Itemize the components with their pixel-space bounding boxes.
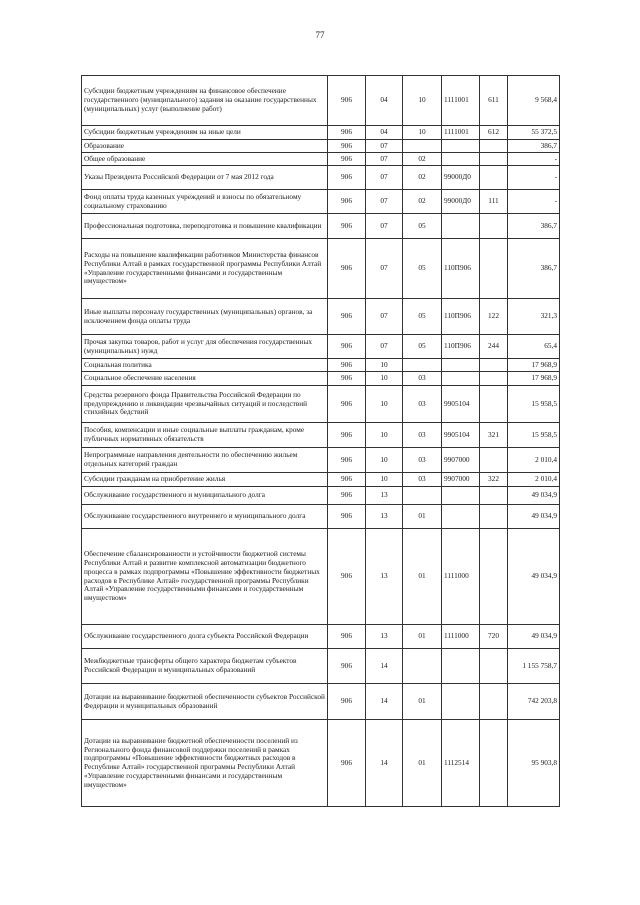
table-row xyxy=(82,140,560,153)
row-name: Обслуживание государственного долга субъекта Российской Федерации xyxy=(82,625,328,649)
row-section-code: 10 xyxy=(366,473,403,487)
row-amount: - xyxy=(508,190,560,214)
row-expense-type: 612 xyxy=(480,126,508,140)
row-section-code: 14 xyxy=(366,720,403,807)
row-section-code: 13 xyxy=(366,505,403,529)
row-ministry-code: 906 xyxy=(328,487,366,505)
row-target-article: 99000Д0 xyxy=(442,190,480,214)
row-name: Фонд оплаты труда казенных учреждений и взносы по обязательному социальному страхованию xyxy=(82,190,328,214)
row-ministry-code: 906 xyxy=(328,359,366,372)
row-section-code: 14 xyxy=(366,649,403,684)
row-section-code: 10 xyxy=(366,372,403,386)
table-body xyxy=(82,76,560,807)
row-expense-type xyxy=(480,684,508,720)
row-amount: 2 010,4 xyxy=(508,448,560,473)
table-row xyxy=(82,166,560,190)
row-name: Социальное обеспечение населения xyxy=(82,372,328,386)
row-section-code: 07 xyxy=(366,239,403,299)
page-number: 77 xyxy=(315,30,325,40)
row-subsection-code: 01 xyxy=(403,505,442,529)
row-amount: 95 903,8 xyxy=(508,720,560,807)
row-amount: 49 034,9 xyxy=(508,487,560,505)
row-expense-type xyxy=(480,386,508,423)
table-row xyxy=(82,720,560,807)
table-row xyxy=(82,239,560,299)
row-expense-type xyxy=(480,239,508,299)
row-expense-type xyxy=(480,153,508,166)
row-name: Непрограммные направления деятельности по обеспечению жильем отдельных категорий граждан xyxy=(82,448,328,473)
row-ministry-code: 906 xyxy=(328,190,366,214)
row-name: Дотации на выравнивание бюджетной обеспеченности поселений из Регионального фонда финансовой поддержки поселений в рамках подпрограммы «Повышение эффективности бюджетных расходов в Республике Алтай» государственной программы Республики Алтай «Управление государственными финансами и государственным имуществом» xyxy=(82,720,328,807)
row-target-article: 1111001 xyxy=(442,126,480,140)
row-subsection-code: 03 xyxy=(403,473,442,487)
row-name: Субсидии бюджетным учреждениям на финансовое обеспечение государственного (муниципального) задания на оказание государственных (муниципальных) услуг (выполнение работ) xyxy=(82,76,328,126)
row-amount: 17 968,9 xyxy=(508,359,560,372)
table-row xyxy=(82,153,560,166)
row-expense-type xyxy=(480,448,508,473)
row-section-code: 14 xyxy=(366,684,403,720)
table-row xyxy=(82,473,560,487)
row-target-article: 110П906 xyxy=(442,299,480,335)
table-row xyxy=(82,448,560,473)
row-ministry-code: 906 xyxy=(328,126,366,140)
table-row xyxy=(82,76,560,126)
row-ministry-code: 906 xyxy=(328,372,366,386)
row-expense-type xyxy=(480,649,508,684)
table-row xyxy=(82,684,560,720)
row-subsection-code: 01 xyxy=(403,625,442,649)
row-target-article xyxy=(442,153,480,166)
row-name: Средства резервного фонда Правительства Российской Федерации по предупреждению и ликвидации чрезвычайных ситуаций и последствий стихийных бедствий xyxy=(82,386,328,423)
row-subsection-code xyxy=(403,359,442,372)
row-ministry-code: 906 xyxy=(328,214,366,239)
row-section-code: 04 xyxy=(366,126,403,140)
row-section-code: 07 xyxy=(366,299,403,335)
row-target-article: 9907000 xyxy=(442,448,480,473)
row-expense-type xyxy=(480,359,508,372)
row-amount: 386,7 xyxy=(508,239,560,299)
row-name: Образование xyxy=(82,140,328,153)
row-amount: 2 010,4 xyxy=(508,473,560,487)
row-section-code: 10 xyxy=(366,423,403,448)
row-expense-type xyxy=(480,720,508,807)
row-target-article: 110П906 xyxy=(442,335,480,359)
row-amount: 386,7 xyxy=(508,214,560,239)
row-section-code: 13 xyxy=(366,625,403,649)
row-ministry-code: 906 xyxy=(328,423,366,448)
table-row xyxy=(82,335,560,359)
row-name: Общее образование xyxy=(82,153,328,166)
row-target-article xyxy=(442,684,480,720)
row-amount: 49 034,9 xyxy=(508,505,560,529)
row-subsection-code: 10 xyxy=(403,126,442,140)
row-expense-type: 122 xyxy=(480,299,508,335)
row-target-article xyxy=(442,649,480,684)
row-target-article xyxy=(442,140,480,153)
row-name: Пособия, компенсации и иные социальные выплаты гражданам, кроме публичных нормативных обязательств xyxy=(82,423,328,448)
row-expense-type xyxy=(480,140,508,153)
row-expense-type: 322 xyxy=(480,473,508,487)
table-row xyxy=(82,625,560,649)
row-expense-type xyxy=(480,505,508,529)
row-subsection-code xyxy=(403,649,442,684)
row-section-code: 10 xyxy=(366,359,403,372)
row-subsection-code: 03 xyxy=(403,448,442,473)
row-amount: 1 155 758,7 xyxy=(508,649,560,684)
row-amount: 742 203,8 xyxy=(508,684,560,720)
row-subsection-code: 05 xyxy=(403,214,442,239)
table-row xyxy=(82,214,560,239)
row-ministry-code: 906 xyxy=(328,684,366,720)
row-expense-type xyxy=(480,487,508,505)
row-amount: 9 568,4 xyxy=(508,76,560,126)
row-subsection-code xyxy=(403,487,442,505)
row-ministry-code: 906 xyxy=(328,335,366,359)
row-amount: 17 968,9 xyxy=(508,372,560,386)
row-target-article: 1111000 xyxy=(442,529,480,625)
row-name: Прочая закупка товаров, работ и услуг для обеспечения государственных (муниципальных) нужд xyxy=(82,335,328,359)
table-row xyxy=(82,190,560,214)
row-ministry-code: 906 xyxy=(328,625,366,649)
row-section-code: 10 xyxy=(366,386,403,423)
row-name: Указы Президента Российской Федерации от 7 мая 2012 года xyxy=(82,166,328,190)
row-name: Обслуживание государственного и муниципального долга xyxy=(82,487,328,505)
row-name: Расходы на повышение квалификации работников Министерства финансов Республики Алтай в рамках государственной программы Республики Алтай «Управление государственными финансами и государственным имуществом» xyxy=(82,239,328,299)
row-amount: 15 958,5 xyxy=(508,423,560,448)
row-expense-type xyxy=(480,214,508,239)
row-subsection-code xyxy=(403,140,442,153)
row-amount: 386,7 xyxy=(508,140,560,153)
row-name: Дотации на выравнивание бюджетной обеспеченности субъектов Российской Федерации и муниципальных образований xyxy=(82,684,328,720)
row-section-code: 07 xyxy=(366,335,403,359)
row-expense-type xyxy=(480,529,508,625)
row-target-article xyxy=(442,214,480,239)
row-ministry-code: 906 xyxy=(328,649,366,684)
row-name: Межбюджетные трансферты общего характера бюджетам субъектов Российской Федерации и муниципальных образований xyxy=(82,649,328,684)
row-name: Социальная политика xyxy=(82,359,328,372)
row-ministry-code: 906 xyxy=(328,529,366,625)
row-subsection-code: 03 xyxy=(403,386,442,423)
row-subsection-code: 03 xyxy=(403,423,442,448)
row-target-article xyxy=(442,487,480,505)
row-expense-type: 720 xyxy=(480,625,508,649)
row-ministry-code: 906 xyxy=(328,473,366,487)
row-amount: 65,4 xyxy=(508,335,560,359)
row-ministry-code: 906 xyxy=(328,76,366,126)
row-expense-type xyxy=(480,166,508,190)
row-ministry-code: 906 xyxy=(328,720,366,807)
row-name: Субсидии бюджетным учреждениям на иные цели xyxy=(82,126,328,140)
row-subsection-code: 01 xyxy=(403,720,442,807)
row-section-code: 13 xyxy=(366,529,403,625)
row-section-code: 07 xyxy=(366,214,403,239)
row-target-article: 1111000 xyxy=(442,625,480,649)
row-section-code: 13 xyxy=(366,487,403,505)
row-expense-type xyxy=(480,372,508,386)
table-row xyxy=(82,359,560,372)
row-subsection-code: 05 xyxy=(403,335,442,359)
row-target-article: 110П906 xyxy=(442,239,480,299)
row-amount: 321,3 xyxy=(508,299,560,335)
table-row xyxy=(82,126,560,140)
row-amount: - xyxy=(508,153,560,166)
row-amount: 49 034,9 xyxy=(508,625,560,649)
row-expense-type: 244 xyxy=(480,335,508,359)
row-section-code: 07 xyxy=(366,153,403,166)
row-subsection-code: 05 xyxy=(403,239,442,299)
row-section-code: 07 xyxy=(366,166,403,190)
row-ministry-code: 906 xyxy=(328,505,366,529)
table-row xyxy=(82,372,560,386)
row-target-article xyxy=(442,372,480,386)
table-row xyxy=(82,299,560,335)
row-subsection-code: 01 xyxy=(403,529,442,625)
table-row xyxy=(82,423,560,448)
budget-table xyxy=(81,75,560,807)
row-ministry-code: 906 xyxy=(328,153,366,166)
row-expense-type: 111 xyxy=(480,190,508,214)
row-subsection-code: 02 xyxy=(403,166,442,190)
table-row xyxy=(82,487,560,505)
row-ministry-code: 906 xyxy=(328,448,366,473)
row-ministry-code: 906 xyxy=(328,239,366,299)
row-name: Обеспечение сбалансированности и устойчивости бюджетной системы Республики Алтай и развитие комплексной автоматизации бюджетного процесса в рамках подпрограммы «Повышение эффективности бюджетных расходов в Республике Алтай» государственной программы Республики Алтай «Управление государственными финансами и государственным имуществом» xyxy=(82,529,328,625)
row-ministry-code: 906 xyxy=(328,386,366,423)
row-target-article: 1111001 xyxy=(442,76,480,126)
table-row xyxy=(82,649,560,684)
row-ministry-code: 906 xyxy=(328,299,366,335)
row-subsection-code: 01 xyxy=(403,684,442,720)
row-target-article: 1112514 xyxy=(442,720,480,807)
row-name: Обслуживание государственного внутреннего и муниципального долга xyxy=(82,505,328,529)
row-expense-type: 321 xyxy=(480,423,508,448)
row-section-code: 07 xyxy=(366,190,403,214)
row-subsection-code: 10 xyxy=(403,76,442,126)
row-ministry-code: 906 xyxy=(328,166,366,190)
row-target-article: 9905104 xyxy=(442,423,480,448)
row-amount: - xyxy=(508,166,560,190)
row-amount: 55 372,5 xyxy=(508,126,560,140)
row-section-code: 07 xyxy=(366,140,403,153)
row-ministry-code: 906 xyxy=(328,140,366,153)
row-expense-type: 611 xyxy=(480,76,508,126)
row-subsection-code: 02 xyxy=(403,190,442,214)
table-row xyxy=(82,529,560,625)
row-subsection-code: 05 xyxy=(403,299,442,335)
row-subsection-code: 02 xyxy=(403,153,442,166)
row-target-article xyxy=(442,359,480,372)
row-name: Субсидии гражданам на приобретение жилья xyxy=(82,473,328,487)
row-target-article: 9905104 xyxy=(442,386,480,423)
table-row xyxy=(82,505,560,529)
row-amount: 49 034,9 xyxy=(508,529,560,625)
row-name: Иные выплаты персоналу государственных (муниципальных) органов, за исключением фонда оплаты труда xyxy=(82,299,328,335)
row-section-code: 10 xyxy=(366,448,403,473)
row-target-article: 9907000 xyxy=(442,473,480,487)
row-amount: 15 958,5 xyxy=(508,386,560,423)
row-subsection-code: 03 xyxy=(403,372,442,386)
row-section-code: 04 xyxy=(366,76,403,126)
row-name: Профессиональная подготовка, переподготовка и повышение квалификации xyxy=(82,214,328,239)
row-target-article: 99000Д0 xyxy=(442,166,480,190)
table-row xyxy=(82,386,560,423)
row-target-article xyxy=(442,505,480,529)
